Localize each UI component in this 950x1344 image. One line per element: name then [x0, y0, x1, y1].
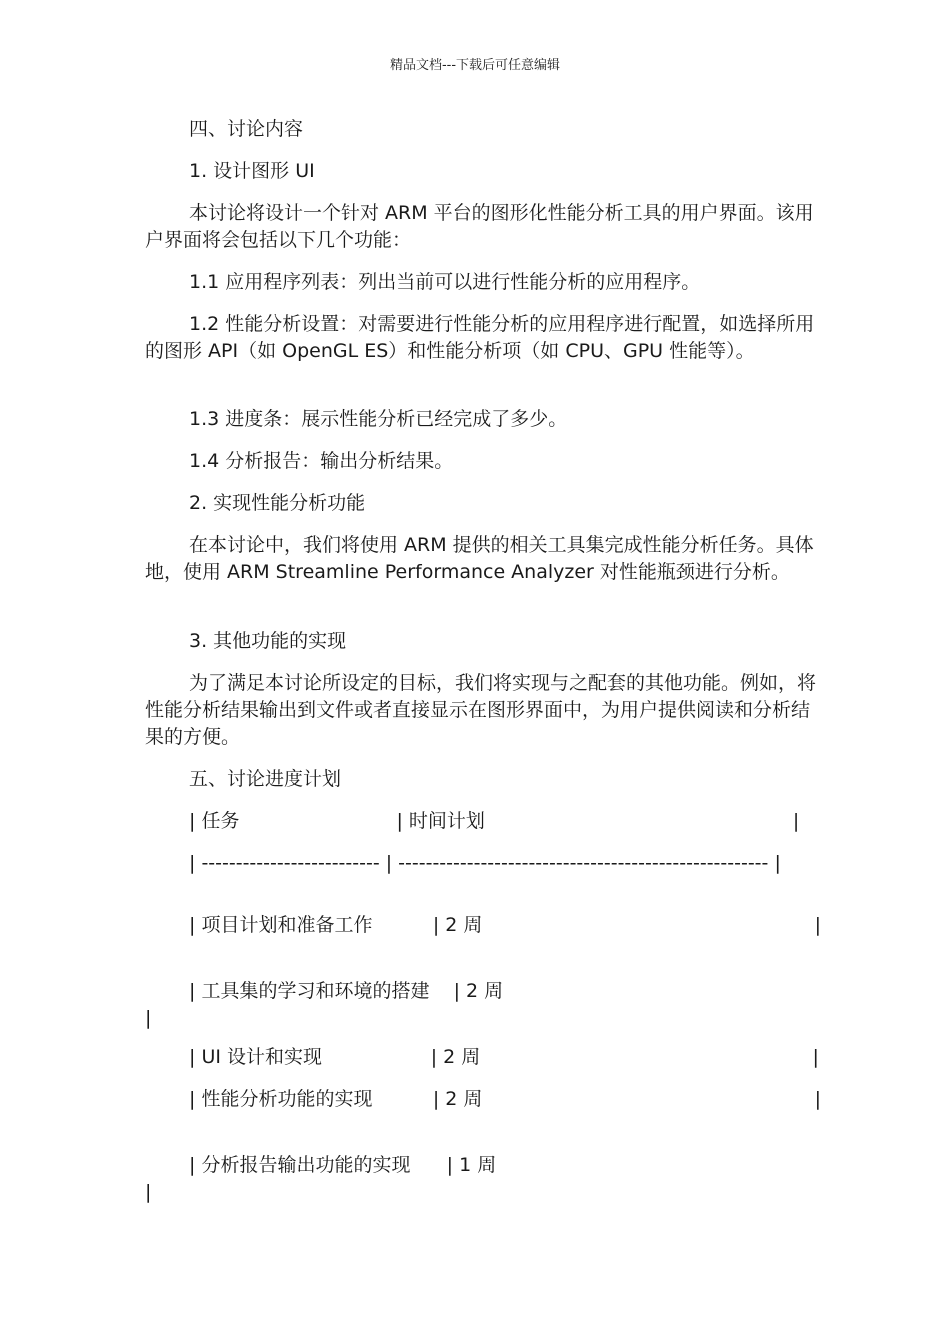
subheading-perf-analysis: 2. 实现性能分析功能: [189, 492, 366, 514]
schedule-table-row: | 分析报告输出功能的实现 | 1 周 |: [145, 1154, 829, 1203]
schedule-table-row: | 项目计划和准备工作 | 2 周 |: [189, 914, 821, 936]
subheading-design-ui: 1. 设计图形 UI: [189, 160, 315, 182]
page-header: 精品文档---下载后可任意编辑: [389, 58, 561, 73]
subheading-other-features: 3. 其他功能的实现: [189, 630, 347, 652]
schedule-table-row: | UI 设计和实现 | 2 周 |: [189, 1046, 819, 1068]
section-heading-discussion-content: 四、讨论内容: [189, 118, 304, 140]
item-app-list: 1.1 应用程序列表：列出当前可以进行性能分析的应用程序。: [189, 271, 701, 293]
schedule-table-row: | 工具集的学习和环境的搭建 | 2 周 |: [145, 980, 836, 1029]
schedule-table-row: | 性能分析功能的实现 | 2 周 |: [189, 1088, 821, 1110]
paragraph-ui-intro: 本讨论将设计一个针对 ARM 平台的图形化性能分析工具的用户界面。该用户界面将会包括以下几个功能：: [145, 202, 814, 251]
paragraph-other-features: 为了满足本讨论所设定的目标，我们将实现与之配套的其他功能。例如，将性能分析结果输出到文件或者直接显示在图形界面中，为用户提供阅读和分析结果的方便。: [145, 672, 817, 748]
item-progress-bar: 1.3 进度条：展示性能分析已经完成了多少。: [189, 408, 568, 430]
section-heading-schedule: 五、讨论进度计划: [189, 768, 342, 790]
schedule-table-header-row: | 任务 | 时间计划 |: [189, 810, 800, 832]
item-analysis-report: 1.4 分析报告：输出分析结果。: [189, 450, 454, 472]
item-perf-settings: 1.2 性能分析设置：对需要进行性能分析的应用程序进行配置，如选择所用的图形 API（如 OpenGL ES）和性能分析项（如 CPU、GPU 性能等）。: [145, 313, 815, 362]
paragraph-perf-analysis: 在本讨论中，我们将使用 ARM 提供的相关工具集完成性能分析任务。具体地，使用 ARM Streamline Performance Analyzer 对性能瓶颈进行分析。: [145, 534, 814, 583]
schedule-table-separator-row: | -------------------------- | ------------------------------------------------------ |: [189, 852, 781, 874]
